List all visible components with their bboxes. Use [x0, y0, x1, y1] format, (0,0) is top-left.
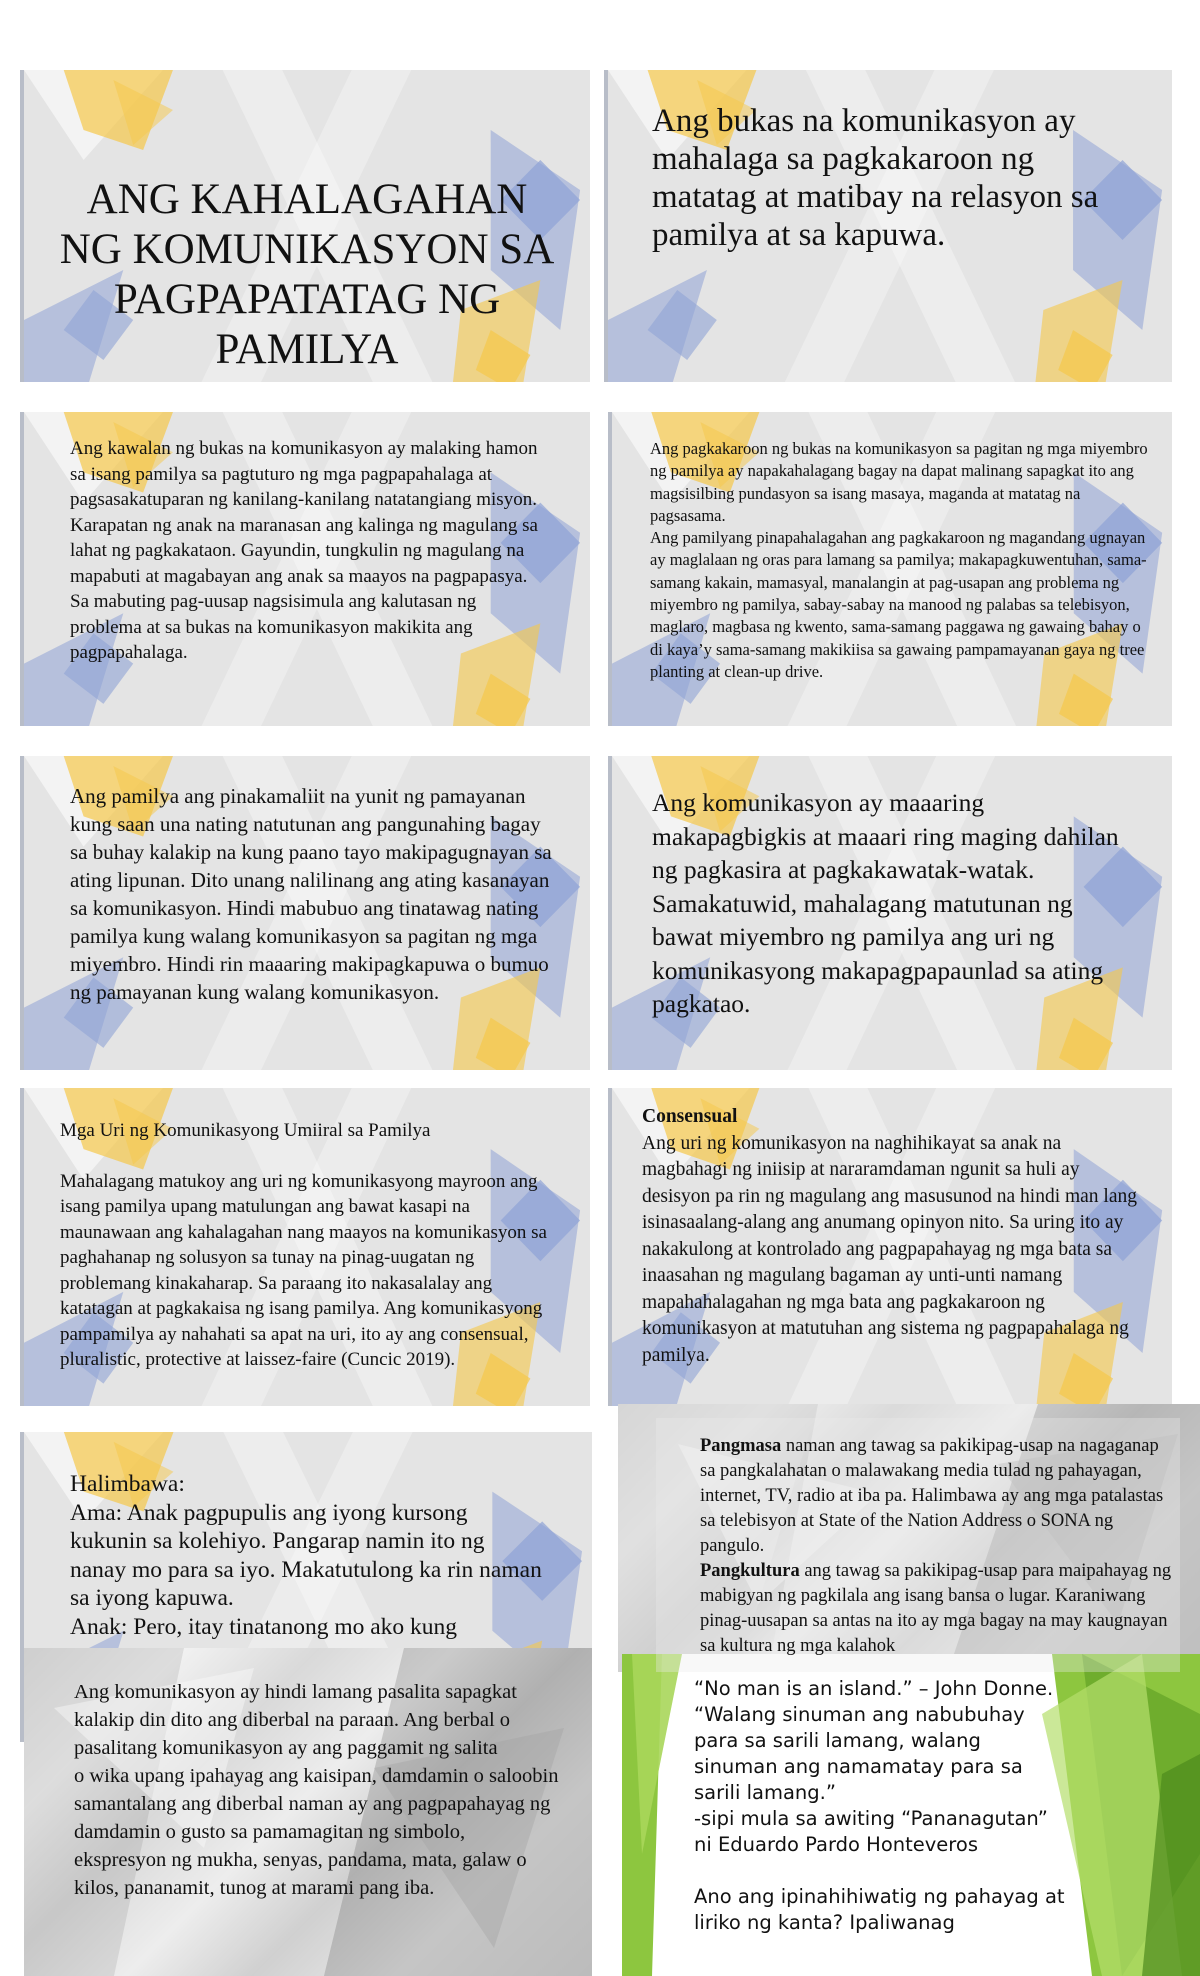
- slide-lack-communication: [20, 412, 590, 726]
- dialog-line: Anak: Pero, itay tinatanong mo ako kung: [70, 1613, 458, 1640]
- slide-title-text: ANG KAHALAGAHAN NG KOMUNIKASYON SA PAGPAPATATAG NG PAMILYA: [59, 176, 555, 373]
- slide-mass-culture: [618, 1404, 1200, 1672]
- quote-line: “No man is an island.” – John Donne.: [694, 1677, 1054, 1700]
- paragraph: naman ang tawag sa pakikipag-usap na nagaganap sa pangkalahatan o malawakang media tulad ng pahayagan, internet, TV, radio at iba pa. Halimbawa ay ang mga patalastas sa telebisyon at State of the Nation Address o SONA ng pangulo.: [700, 1436, 1164, 1556]
- slide-heading: Consensual: [642, 1106, 738, 1127]
- slide-open-communication: [604, 70, 1172, 382]
- paragraph: o wika upang ipahayag ang kaisipan, damdamin o saloobin samantalang ang diberbal naman ay ang pagpapahayag ng damdamin o gusto sa pamamagitan ng simbolo, ekspresyon ng mukha, senyas, pandama, mata, galaw o kilos, pananamit, tunog at marami pang iba.: [74, 1765, 559, 1899]
- slide-body: [70, 436, 550, 666]
- slide-title: [20, 70, 590, 382]
- slide-consensual: [608, 1088, 1172, 1406]
- slide-no-man-is-an-island: [622, 1654, 1200, 1976]
- paragraph: Ang komunikasyon ay hindi lamang pasalita sapagkat kalakip din dito ang diberbal na paraan. Ang berbal o pasalitang komunikasyon ay ang paggamit ng salita: [74, 1681, 517, 1759]
- slide-body: [60, 1118, 560, 1373]
- slide-verbal-nonverbal: [24, 1648, 592, 1976]
- quote-source: -sipi mula sa awiting “Pananagutan” ni Eduardo Pardo Honteveros: [694, 1807, 1048, 1856]
- term-bold: Pangkultura: [700, 1561, 800, 1581]
- question: Ano ang ipinahihiwatig ng pahayag at liriko ng kanta? Ipaliwanag: [694, 1885, 1065, 1934]
- slide-family-bonding: [608, 412, 1172, 726]
- paragraph: Ang kawalan ng bukas na komunikasyon ay malaking hamon sa isang pamilya sa pagtuturo ng mga pagpapahalaga at pagsasakatuparan ng kanilang-kanilang natatangiang misyon.: [70, 438, 538, 510]
- slide-heading: Mga Uri ng Komunikasyong Umiiral sa Pamilya: [60, 1120, 431, 1141]
- paragraph: Ang pamilyang pinapahalagahan ang pagkakaroon ng magandang ugnayan ay maglalaan ng oras para lamang sa pamilya; makapagkuwentuhan, sama-samang kakain, mamasyal, manalangin at pag-usapan ang problema ng miyembro ng pamilya, sabay-sabay na manood ng palabas sa telebisyon, maglaro, magbasa ng kwento, sama-samang paggawa ng gawaing bahay o di kaya’y sama-samang makikiisa sa gawaing pampamayanan gaya ng tree planting at clean-up drive.: [650, 528, 1147, 681]
- slide-body: [650, 438, 1150, 683]
- slide-communication-types: [20, 1088, 590, 1406]
- slide-text: Ang bukas na komunikasyon ay mahalaga sa pagkakaroon ng matatag at matibay na relasyon sa pamilya at sa kapuwa.: [652, 103, 1099, 253]
- paragraph: Ang uri ng komunikasyon na naghihikayat sa anak na magbahagi ng iniisip at nararamdaman ngunit sa huli ay desisyon pa rin ng magulang ang masusunod na hindi man lang isinasaalang-alang ang anumang opinyon nito. Sa uring ito ay nakakulong at kontrolado ang pagpapahayag ng mga bata sa inaasahan ng magulang bagaman ay unti-unti namang mapahahalagahan ng mga bata ang pagkakaroon ng komunikasyon at matutuhan ang sistema ng pagpapahalaga ng pamilya.: [642, 1132, 1138, 1366]
- slide-body: [74, 1678, 562, 1902]
- slide-text: Ang komunikasyon ay maaaring makapagbigkis at maaari ring maging dahilan ng pagkasira at pagkakawatak-watak. Samakatuwid, mahalagang matutunan ng bawat miyembro ng pamilya ang uri ng komunikasyong makapagpapaunlad sa ating pagkatao.: [652, 788, 1119, 1018]
- slide-text: Ang pamilya ang pinakamaliit na yunit ng pamayanan kung saan una nating natutunan ang pangunahing bagay sa buhay kalakip na kung paano tayo makipagugnayan sa ating lipunan. Dito unang nalilinang ang ating kasanayan sa komunikasyon. Hindi mabubuo ang tinatawag nating pamilya kung walang komunikasyon sa pagitan ng mga miyembro. Hindi rin maaaring makipagkapuwa o bumuo ng pamayanan kung walang komunikasyon.: [70, 784, 552, 1004]
- slide-body: [694, 1676, 1070, 1936]
- example-label: Halimbawa:: [70, 1471, 185, 1497]
- slide-body: [70, 1470, 542, 1641]
- slide-body: [642, 1104, 1150, 1369]
- quote-line: “Walang sinuman ang nabubuhay para sa sarili lamang, walang sinuman ang namamatay para sa sarili lamang.”: [694, 1703, 1025, 1804]
- paragraph: Ang pagkakaroon ng bukas na komunikasyon sa pagitan ng mga miyembro ng pamilya ay napakahalagang bagay na dapat malinang sapagkat ito ang magsisilbing pundasyon sa isang masaya, maganda at matatag na pagsasama.: [650, 439, 1148, 525]
- paragraph: Karapatan ng anak na maranasan ang kalinga ng magulang sa lahat ng pagkakataon. Gayundin, tungkulin ng magulang na mapabuti at magabayan ang anak sa maayos na pagpapasya. Sa mabuting pag-uusap nagsisimula ang kalutasan ng problema at sa bukas na komunikasyon makikita ang pagpapahalaga.: [70, 514, 538, 663]
- paragraph: Mahalagang matukoy ang uri ng komunikasyong mayroon ang isang pamilya upang matulungan ang bawat kasapi na maunawaan ang kahalagahan nang maayos na komunikasyon sa paghahanap ng solusyon sa tunay na pinag-uugatan ng problemang kinakaharap. Sa paraang ito nakasalalay ang katatagan at pagkakaisa ng isang pamilya. Ang komunikasyong pampamilya ay nahahati sa apat na uri, ito ay ang consensual, pluralistic, protective at laissez-faire (Cuncic 2019).: [60, 1170, 547, 1370]
- term-bold: Pangmasa: [700, 1436, 782, 1456]
- dialog-line: Ama: Anak pagpupulis ang iyong kursong kukunin sa kolehiyo. Pangarap namin ito ng nanay mo para sa iyo. Makatutulong ka rin naman sa iyong kapuwa.: [70, 1499, 542, 1611]
- slide-family-unit: [20, 756, 590, 1070]
- slide-body: [700, 1434, 1172, 1659]
- paragraph: ang tawag sa pakikipag-usap para maipahayag ng mabigyan ng pagkilala ang isang bansa o lugar. Karaniwang pinag-uusapan sa antas na ito ay mga bagay na may kaugnayan sa kultura ng mga kalahok: [700, 1561, 1172, 1656]
- slide-communication-bond: [608, 756, 1172, 1070]
